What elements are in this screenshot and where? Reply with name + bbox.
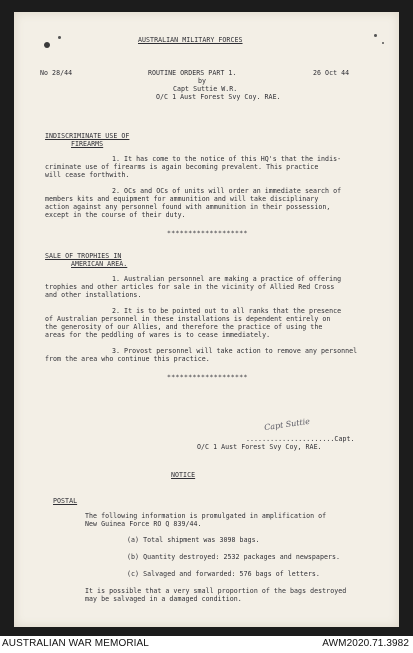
issuing-officer: Capt Suttie W.R.: [173, 85, 238, 93]
s2-para1-line: 1. Australian personnel are making a practice of offering: [112, 275, 342, 283]
s2-para2-line: areas for the peddling of wares is to cease immediately.: [45, 331, 271, 339]
footer-accession-number: AWM2020.71.3982: [322, 638, 409, 649]
separator: *******************: [167, 229, 248, 237]
by-line: by: [198, 77, 207, 85]
section1-heading: INDISCRIMINATE USE OF: [45, 132, 130, 140]
s2-para1-line: and other installations.: [45, 291, 142, 299]
document-title: AUSTRALIAN MILITARY FORCES: [138, 36, 243, 44]
notice-intro-line: New Guinea Force RO Q 839/44.: [85, 520, 202, 528]
notice-heading: NOTICE: [171, 471, 196, 479]
s1-para1-line: criminate use of firearms is again becoming prevalent. This practice: [45, 163, 319, 171]
s2-para2-line: 2. It is to be pointed out to all ranks that the presence: [112, 307, 342, 315]
ink-speck: [382, 42, 384, 44]
ink-speck: [58, 36, 61, 39]
footer-institution: AUSTRALIAN WAR MEMORIAL: [2, 638, 149, 649]
orders-title: ROUTINE ORDERS PART 1.: [148, 69, 237, 77]
notice-closing-line: may be salvaged in a damaged condition.: [85, 595, 242, 603]
separator: *******************: [167, 373, 248, 381]
notice-item-b: (b) Quantity destroyed: 2532 packages and newspapers.: [127, 553, 341, 561]
s1-para2-line: 2. OCs and OCs of units will order an immediate search of: [112, 187, 342, 195]
notice-item-a: (a) Total shipment was 3098 bags.: [127, 536, 260, 544]
s2-para3-line: from the area who continue this practice.: [45, 355, 210, 363]
s2-para3-line: 3. Provost personnel will take action to remove any personnel: [112, 347, 358, 355]
handwritten-signature: Capt Suttie: [263, 416, 311, 433]
document-page: [14, 12, 399, 627]
s1-para2-line: action against any personnel found with ammunition in their possession,: [45, 203, 331, 211]
s1-para2-line: except in the course of their duty.: [45, 211, 186, 219]
s1-para1-line: 1. It has come to the notice of this HQ's that the indis-: [112, 155, 342, 163]
s1-para2-line: members kits and equipment for ammunition and will take disciplinary: [45, 195, 319, 203]
s1-para1-line: will cease forthwith.: [45, 171, 130, 179]
signature-unit-line: O/C 1 Aust Forest Svy Coy, RAE.: [197, 443, 322, 451]
punch-hole: [44, 42, 50, 48]
signature-rank-line: ......................Capt.: [246, 435, 355, 443]
section1-heading-cont: FIREARMS: [71, 140, 104, 148]
section2-heading-cont: AMERICAN AREA.: [71, 260, 128, 268]
ink-speck: [374, 34, 377, 37]
order-date: 26 Oct 44: [313, 69, 350, 77]
issuing-unit: O/C 1 Aust Forest Svy Coy. RAE.: [156, 93, 281, 101]
notice-item-c: (c) Salvaged and forwarded: 576 bags of letters.: [127, 570, 320, 578]
section2-heading: SALE OF TROPHIES IN: [45, 252, 122, 260]
s2-para2-line: the generosity of our Allies, and therefore the practice of using the: [45, 323, 323, 331]
notice-subheading: POSTAL: [53, 497, 78, 505]
order-number: No 28/44: [40, 69, 73, 77]
notice-intro-line: The following information is promulgated in amplification of: [85, 512, 327, 520]
s2-para1-line: trophies and other articles for sale in the vicinity of Allied Red Cross: [45, 283, 335, 291]
notice-closing-line: It is possible that a very small proportion of the bags destroyed: [85, 587, 347, 595]
s2-para2-line: of Australian personnel in these installations is dependent entirely on: [45, 315, 331, 323]
